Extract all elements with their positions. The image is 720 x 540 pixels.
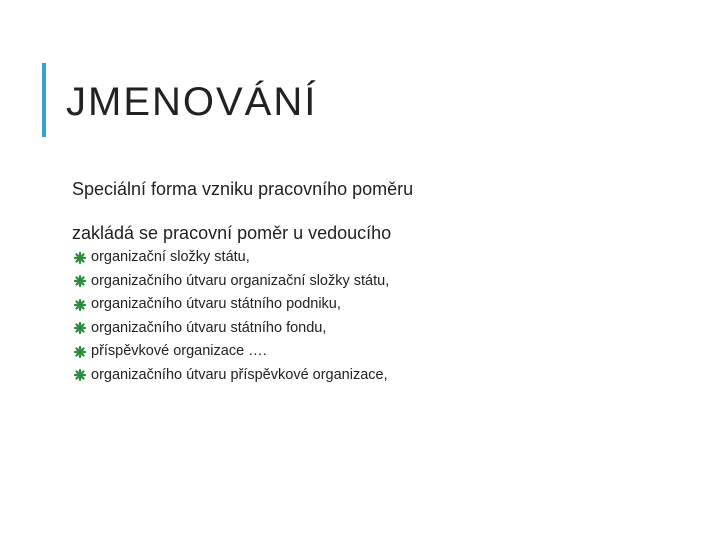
asterisk-flower-icon bbox=[74, 252, 86, 264]
bullet-list bbox=[72, 246, 692, 387]
asterisk-flower-icon bbox=[74, 275, 86, 287]
list-item-text: organizačního útvaru organizační složky státu, bbox=[91, 272, 390, 289]
slide-title: JMENOVÁNÍ bbox=[66, 80, 318, 124]
list-item-text: organizačního útvaru státního podniku, bbox=[91, 296, 341, 312]
asterisk-flower-icon bbox=[74, 369, 86, 381]
title-accent-bar bbox=[42, 63, 46, 137]
list-item-text: organizační složky státu, bbox=[91, 249, 250, 265]
list-item bbox=[72, 293, 692, 317]
list-item bbox=[72, 270, 692, 294]
list-item-text: příspěvkové organizace …. bbox=[91, 343, 267, 359]
slide-content bbox=[72, 178, 692, 387]
list-item bbox=[72, 364, 692, 388]
list-item-text: organizačního útvaru státního fondu, bbox=[91, 319, 327, 336]
list-item bbox=[72, 317, 692, 341]
asterisk-flower-icon bbox=[74, 322, 86, 334]
list-item-text: organizačního útvaru příspěvkové organizace, bbox=[91, 366, 388, 383]
list-item bbox=[72, 340, 692, 364]
intro-paragraph: Speciální forma vzniku pracovního poměru bbox=[72, 179, 414, 199]
asterisk-flower-icon bbox=[74, 299, 86, 311]
list-item bbox=[72, 246, 692, 270]
sub-paragraph: zakládá se pracovní poměr u vedoucího bbox=[72, 223, 392, 243]
asterisk-flower-icon bbox=[74, 346, 86, 358]
